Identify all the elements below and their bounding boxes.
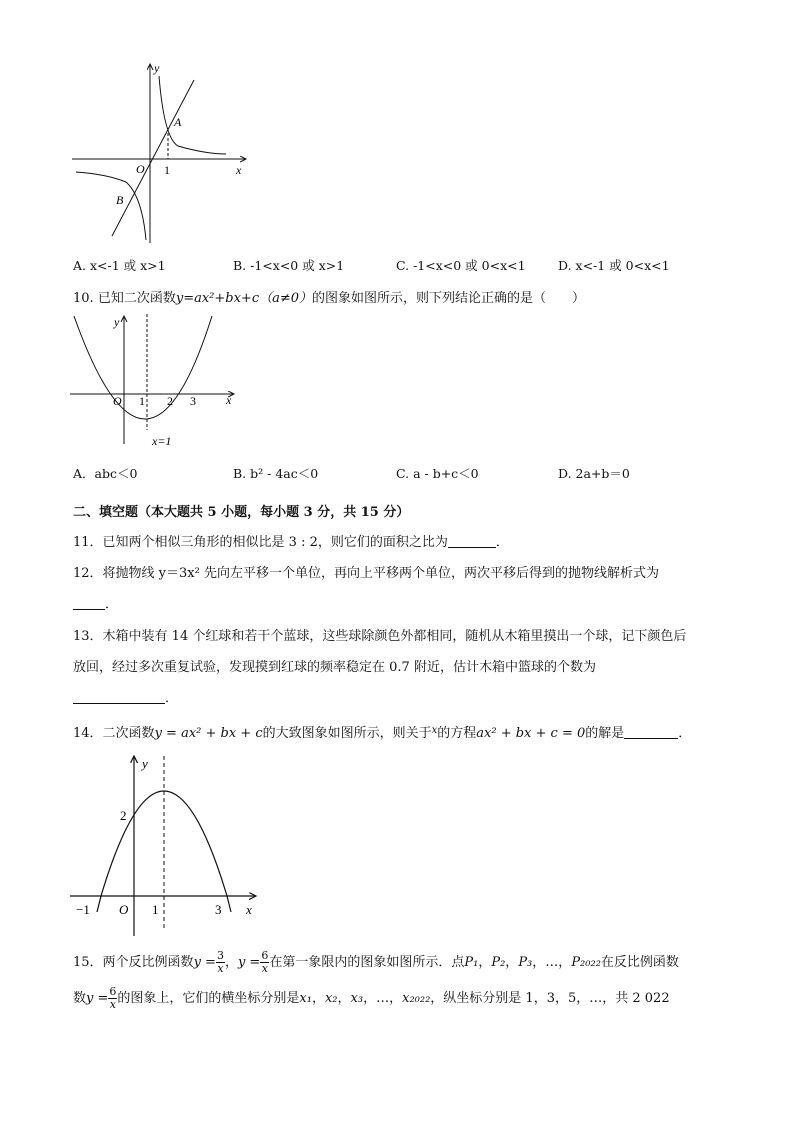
x-axis-label: x: [226, 393, 232, 407]
q14-text4: 的解是: [585, 726, 625, 741]
tick-label-1: 1: [164, 163, 170, 177]
q15-text3: 在反比例函数: [600, 955, 679, 970]
tick-label-minus-1: −1: [76, 902, 90, 917]
tick-label-1: 1: [152, 902, 159, 917]
q15-f2-num: 6: [261, 949, 269, 962]
x-axis-label: x: [246, 902, 252, 917]
q15-f2-lhs-repeat: y =: [86, 991, 109, 1006]
q11-answer-blank[interactable]: [448, 547, 496, 548]
q10-option-a[interactable]: A．abc＜0: [73, 466, 138, 481]
q10-text-after: 的图象如图所示，则下列结论正确的是（ ）: [312, 291, 586, 306]
q10-option-b[interactable]: B. b² - 4ac＜0: [233, 466, 319, 481]
y-intercept-label: 2: [120, 808, 127, 823]
q15-f2-num-repeat: 6: [109, 985, 117, 998]
q15-p2022: P₂₀₂₂: [571, 955, 601, 970]
q14-text1: 二次函数: [102, 726, 155, 741]
y-axis-label: y: [142, 756, 148, 771]
q9-option-a[interactable]: A. x<-1 或 x>1: [73, 258, 166, 273]
q15-fraction-3-over-x: [216, 950, 225, 975]
q15-x1: x₁: [299, 991, 312, 1006]
q11-end: ．: [495, 535, 509, 550]
q14-text3: 的方程: [437, 726, 477, 741]
q15-f2-den: x: [261, 962, 268, 975]
q15-text2: 在第一象限内的图象如图所示．点: [269, 955, 465, 970]
hyperbola-third-quadrant: [76, 172, 146, 240]
q9-option-b[interactable]: B. -1<x<0 或 x>1: [233, 258, 345, 273]
q14-text2: 的大致图象如图所示，则关于: [262, 726, 432, 741]
tick-label-2: 2: [167, 394, 173, 408]
q14-answer-blank[interactable]: [624, 738, 678, 739]
hyperbola-first-quadrant: [159, 76, 226, 154]
q9-option-c[interactable]: C. -1<x<0 或 0<x<1: [396, 258, 526, 273]
q15-line2-start: 数: [73, 991, 87, 1006]
q15-dots-repeat: …: [376, 991, 390, 1006]
q15-p2: P₂: [491, 955, 506, 970]
q15-text4: 的图象上，它们的横坐标分别是: [117, 991, 300, 1006]
point-a-label: A: [174, 115, 182, 129]
q15-fraction-6-over-x: [260, 950, 269, 975]
q15-x2022: x₂₀₂₂: [402, 991, 431, 1006]
q9-option-d[interactable]: D. x<-1 或 0<x<1: [558, 258, 670, 273]
q15-number: 15．: [73, 955, 103, 970]
q15-x2: x₂: [324, 991, 338, 1006]
tick-label-1: 1: [139, 394, 145, 408]
tick-label-3: 3: [215, 902, 222, 917]
q15-text1: 两个反比例函数: [102, 955, 194, 970]
tick-label-3: 3: [190, 394, 196, 408]
q14-end: ．: [678, 726, 692, 741]
linear-function-line: [112, 80, 194, 236]
q15-stem-line2: 数y = $\frac{6}{x}$ 的图象上，它们的横坐标分别是x₁，x₂，x₃，…，x₂₀₂₂，纵坐标分别是 1，3，5，…，共 2 022: [73, 985, 670, 1011]
q15-stem-line1: 15．两个反比例函数y = $\frac{3}{x}$ ，y = $\frac{6}{x}$ 在第一象限内的图象如图所示．点P₁，P₂，P₃，…，P₂₀₂₂在反比例函数: [73, 949, 679, 975]
q12-answer-blank[interactable]: [73, 609, 105, 610]
q15-f2-den-repeat: x: [109, 998, 116, 1011]
x-axis-label: x: [236, 163, 242, 177]
q15-x3: x₃: [350, 991, 364, 1006]
q15-f2-lhs: y =: [237, 955, 261, 970]
q11-stem: [73, 531, 509, 550]
point-b-label: B: [116, 193, 124, 207]
q13-answer-blank[interactable]: [73, 703, 165, 704]
q9-figure: [66, 58, 256, 248]
q13-answer-line: [73, 687, 178, 706]
q10-option-d[interactable]: D. 2a+b＝0: [558, 466, 630, 481]
origin-label: O: [119, 902, 129, 917]
q13-stem-line1: 13．木箱中装有 14 个红球和若干个蓝球，这些球除颜色外都相同，随机从木箱里摸出一个球，记下颜色后: [73, 629, 687, 644]
q10-text-before: 已知二次函数: [97, 291, 176, 306]
q12-stem: 12．将抛物线 y＝3x² 先向左平移一个单位，再向上平移两个单位，两次平移后得到的抛物线解析式为: [73, 566, 659, 581]
q10-formula: y=ax²+bx+c（a≠0）: [175, 291, 313, 306]
q15-text5: ，纵坐标分别是 1，3，5，…，共 2 022: [430, 991, 670, 1006]
q12-end: ．: [105, 597, 119, 612]
q15-f1-num: 3: [216, 949, 224, 962]
q14-number: 14．: [73, 726, 103, 741]
q15-sep: ，: [224, 955, 238, 970]
q15-p1: P₁: [464, 955, 479, 970]
q10-stem: [73, 287, 585, 306]
q10-option-c[interactable]: C. a - b+c＜0: [396, 466, 479, 481]
origin-label: O: [136, 162, 145, 176]
q10-figure: [66, 312, 246, 452]
q14-figure: [66, 752, 266, 942]
y-axis-label: y: [154, 61, 160, 75]
q15-f1-den: x: [217, 962, 224, 975]
q13-stem-line2: 放回，经过多次重复试验，发现摸到红球的频率稳定在 0.7 附近，估计木箱中篮球的个数为: [73, 660, 596, 675]
q15-dots: …: [545, 955, 559, 970]
q11-text: 11．已知两个相似三角形的相似比是 3 : 2，则它们的面积之比为: [73, 535, 448, 550]
q14-formula1: y = ax² + bx + c: [154, 726, 263, 741]
q14-var: x: [431, 725, 438, 736]
section-heading: 二、填空题（本大题共 5 小题，每小题 3 分，共 15 分）: [73, 505, 410, 520]
q13-end: ．: [165, 691, 179, 706]
origin-label: O: [113, 394, 122, 408]
q15-f1-lhs: y =: [193, 955, 216, 970]
y-axis-label: y: [114, 315, 120, 329]
q15-p3: P₃: [518, 955, 533, 970]
q12-answer-line: [73, 593, 118, 612]
q14-formula2: ax² + bx + c = 0: [476, 726, 586, 741]
symmetry-axis-label: x=1: [152, 434, 172, 448]
q14-stem: [73, 722, 691, 741]
parabola-left-tail: [97, 896, 101, 912]
q10-number: 10.: [73, 291, 94, 306]
